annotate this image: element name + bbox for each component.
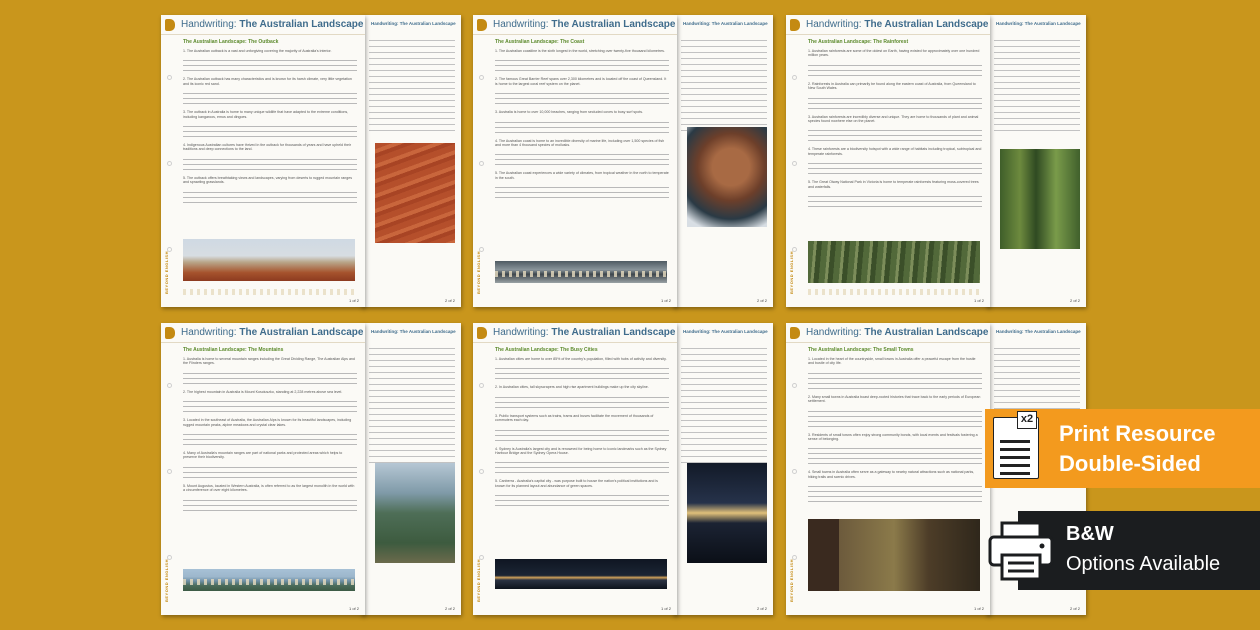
worksheet-front-page — [473, 323, 677, 615]
list-item: 5. The Great Otway National Park in Victoria is home to temperate rainforests featuring moss-covered trees and waterfalls. — [808, 180, 982, 207]
decorative-border — [808, 289, 980, 295]
sentence-list — [495, 357, 669, 512]
double-sided-label: Double-Sided — [1059, 451, 1201, 476]
page-number: 2 of 2 — [756, 606, 767, 611]
page-number: 2 of 2 — [444, 298, 455, 303]
page-number: 1 of 2 — [973, 606, 984, 611]
worksheet-front-page — [473, 15, 677, 307]
page-number: 1 of 2 — [348, 298, 359, 303]
worksheet-front-page — [786, 15, 990, 307]
back-page-title: Handwriting: The Australian Landscape — [683, 329, 768, 334]
print-resource-label: Print Resource — [1059, 421, 1216, 446]
brand-vertical-text: BEYOND ENGLISH — [789, 559, 794, 603]
list-item: 1. Australia is home to several mountain ranges including the Great Dividing Range, The Australian Alps and the Flinders ranges. — [183, 357, 357, 384]
list-item: 3. Public transport systems such as trains, trams and buses facilitate the movement of thousands of commuters each day. — [495, 414, 669, 441]
list-item: 2. The highest mountain in Australia is Mount Kosciuszko, standing at 2,228 metres above sea level. — [183, 390, 357, 412]
options-available-label: Options Available — [1066, 553, 1221, 575]
worksheet-front-page — [786, 323, 990, 615]
worksheet-subtitle: The Australian Landscape: The Mountains — [183, 347, 284, 353]
list-item: 4. The Australian coast is home to an incredible diversity of marine life, including over 1,500 species of fish and more than 4 thousand species of mollusks. — [495, 139, 669, 166]
worksheet-subtitle: The Australian Landscape: The Busy Cities — [495, 347, 598, 353]
list-item: 5. The outback offers breathtaking views and landscapes, varying from deserts to rugged mountain ranges and sprawling grasslands. — [183, 176, 357, 203]
worksheet-title: Handwriting: The Australian Landscape — [493, 19, 676, 30]
decorative-border — [183, 289, 355, 295]
list-item: 3. Australia is home to over 10,000 beaches, ranging from secluded coves to busy surf spots. — [495, 110, 669, 132]
list-item: 2. Rainforests in Australia can primarily be found along the eastern coast of Australia, from Queensland to New South Wales. — [808, 82, 982, 109]
worksheet-front-page — [161, 15, 365, 307]
worksheet-subtitle: The Australian Landscape: The Outback — [183, 39, 279, 45]
brand-vertical-text: BEYOND ENGLISH — [164, 559, 169, 603]
photo-coastal-rock — [687, 127, 767, 227]
list-item: 2. In Australian cities, tall skyscrapers and high rise apartment buildings make up the city skyline. — [495, 385, 669, 407]
worksheet-set-rainforest — [786, 15, 1086, 307]
list-item: 1. Australian cities are home to over 85% of the country's population, filled with hubs of activity and diversity. — [495, 357, 669, 379]
worksheet-back-page — [986, 15, 1086, 307]
page-number: 1 of 2 — [660, 298, 671, 303]
list-item: 4. These rainforests are a biodiversity hotspot with a wide range of habitats including tropical, subtropical and temperate rainforests. — [808, 147, 982, 174]
worksheet-set-cities — [473, 323, 773, 615]
photo-city-skyline — [495, 559, 667, 589]
worksheet-subtitle: The Australian Landscape: The Coast — [495, 39, 585, 45]
sentence-list — [808, 49, 982, 213]
worksheet-back-page — [361, 15, 461, 307]
list-item: 3. Australian rainforests are incredibly diverse and unique. They are home to thousands of plant and animal species found nowhere else on the planet. — [808, 115, 982, 142]
bw-label: B&W — [1066, 523, 1114, 545]
page-number: 2 of 2 — [1069, 298, 1080, 303]
list-item: 2. The famous Great Barrier Reef spans over 2,300 kilometres and is located off the coast of Queensland. It is home to the largest coral reef system on the planet. — [495, 77, 669, 104]
brand-logo-icon — [477, 19, 487, 31]
list-item: 4. Indigenous Australian cultures have thrived in the outback for thousands of years and have upheld their traditions and deep connections to the land. — [183, 143, 357, 170]
list-item: 3. Residents of small towns often enjoy strong community bonds, with local events and festivals fostering a sense of belonging. — [808, 433, 982, 465]
back-page-title: Handwriting: The Australian Landscape — [996, 329, 1081, 334]
list-item: 1. Located in the heart of the countryside, small towns in Australia offer a peaceful escape from the hustle and bustle of city life. — [808, 357, 982, 389]
list-item: 1. Australian rainforests are some of the oldest on Earth, having existed for approximately over one hundred million years. — [808, 49, 982, 76]
brand-vertical-text: BEYOND ENGLISH — [476, 251, 481, 295]
sentence-list — [495, 49, 669, 204]
list-item: 2. The Australian outback has many characteristics and is known for its harsh climate, very little vegetation and its iconic red sand. — [183, 77, 357, 104]
back-page-title: Handwriting: The Australian Landscape — [996, 21, 1081, 26]
list-item: 3. Located in the southeast of Australia, the Australian Alps is known for its beautiful landscapes, including rugged mountain peaks, alpine meadows and crystal clear lakes. — [183, 418, 357, 445]
sentence-list — [183, 49, 357, 209]
brand-logo-icon — [790, 19, 800, 31]
worksheet-subtitle: The Australian Landscape: The Small Towns — [808, 347, 914, 353]
worksheet-header — [161, 323, 365, 343]
photo-mountain-valley — [375, 463, 455, 563]
worksheet-title: Handwriting: The Australian Landscape — [493, 327, 676, 338]
photo-town-tree-autumn — [808, 519, 980, 591]
page-number: 1 of 2 — [348, 606, 359, 611]
worksheet-set-coast — [473, 15, 773, 307]
list-item: 1. The Australian coastline is the sixth longest in the world, stretching over twenty-five thousand kilometres. — [495, 49, 669, 71]
worksheet-header — [786, 15, 990, 35]
list-item: 4. Sydney is Australia's largest city and is renowned for being home to iconic landmarks such as the Sydney Harbour Bridge and the Sydney Opera House. — [495, 447, 669, 474]
worksheet-set-mountains — [161, 323, 461, 615]
page-number: 2 of 2 — [756, 298, 767, 303]
page-number: 2 of 2 — [444, 606, 455, 611]
list-item: 3. The outback in Australia is home to many unique wildlife that have adapted to the extreme conditions, including kangaroos, emus and dingoes. — [183, 110, 357, 137]
list-item: 4. Small towns in Australia often serve as a gateway to nearby natural attractions such as national parks, hiking trails and scenic drives. — [808, 470, 982, 502]
list-item: 5. Canberra - Australia's capital city - was purpose built to house the nation's political institutions and is known for its planned layout and abundance of green spaces. — [495, 479, 669, 506]
brand-vertical-text: BEYOND ENGLISH — [476, 559, 481, 603]
worksheet-header — [786, 323, 990, 343]
list-item: 4. Many of Australia's mountain ranges are part of national parks and protected areas which helps to preserve their biodiversity. — [183, 451, 357, 478]
back-page-title: Handwriting: The Australian Landscape — [371, 329, 456, 334]
decorative-border — [495, 271, 667, 277]
double-sided-x2-icon: x2 — [1017, 411, 1037, 429]
writing-lines — [369, 35, 455, 131]
brand-logo-icon — [477, 327, 487, 339]
worksheet-back-page — [673, 323, 773, 615]
bw-options-badge — [1018, 511, 1260, 590]
writing-lines — [994, 35, 1080, 131]
worksheet-title: Handwriting: The Australian Landscape — [806, 19, 989, 30]
worksheet-header — [161, 15, 365, 35]
brand-logo-icon — [165, 19, 175, 31]
photo-rainforest-vines — [1000, 149, 1080, 249]
brand-logo-icon — [790, 327, 800, 339]
decorative-border — [183, 579, 355, 585]
writing-lines — [681, 35, 767, 131]
page-number: 2 of 2 — [1069, 606, 1080, 611]
list-item: 2. Many small towns in Australia boast deep-rooted histories that trace back to the early periods of European settlement. — [808, 395, 982, 427]
photo-outback-landscape — [183, 239, 355, 281]
photo-red-sand-dunes — [375, 143, 455, 243]
print-double-sided-badge — [985, 409, 1260, 488]
page-number: 1 of 2 — [660, 606, 671, 611]
page-number: 1 of 2 — [973, 298, 984, 303]
photo-rainforest-trees — [808, 241, 980, 283]
worksheet-set-outback — [161, 15, 461, 307]
printer-icon — [986, 519, 1056, 583]
writing-lines — [369, 343, 455, 463]
worksheet-front-page — [161, 323, 365, 615]
photo-city-night-reflection — [687, 463, 767, 563]
writing-lines — [681, 343, 767, 463]
brand-vertical-text: BEYOND ENGLISH — [164, 251, 169, 295]
worksheet-subtitle: The Australian Landscape: The Rainforest — [808, 39, 909, 45]
back-page-title: Handwriting: The Australian Landscape — [371, 21, 456, 26]
back-page-title: Handwriting: The Australian Landscape — [683, 21, 768, 26]
list-item: 1. The Australian outback is a vast and unforgiving covering the majority of Australia's interior. — [183, 49, 357, 71]
list-item: 5. The Australian coast experiences a wide variety of climates, from tropical weather in the north to temperate in the south. — [495, 171, 669, 198]
worksheet-header — [473, 15, 677, 35]
worksheet-back-page — [673, 15, 773, 307]
worksheet-back-page — [361, 323, 461, 615]
sentence-list — [183, 357, 357, 517]
sentence-list — [808, 357, 982, 508]
worksheet-title: Handwriting: The Australian Landscape — [806, 327, 989, 338]
worksheet-header — [473, 323, 677, 343]
brand-vertical-text: BEYOND ENGLISH — [789, 251, 794, 295]
brand-logo-icon — [165, 327, 175, 339]
worksheet-title: Handwriting: The Australian Landscape — [181, 327, 364, 338]
list-item: 5. Mount Augustus, located in Western Australia, is often referred to as the largest monolith in the world with a circumference of over eight kilometres. — [183, 484, 357, 511]
worksheet-title: Handwriting: The Australian Landscape — [181, 19, 364, 30]
